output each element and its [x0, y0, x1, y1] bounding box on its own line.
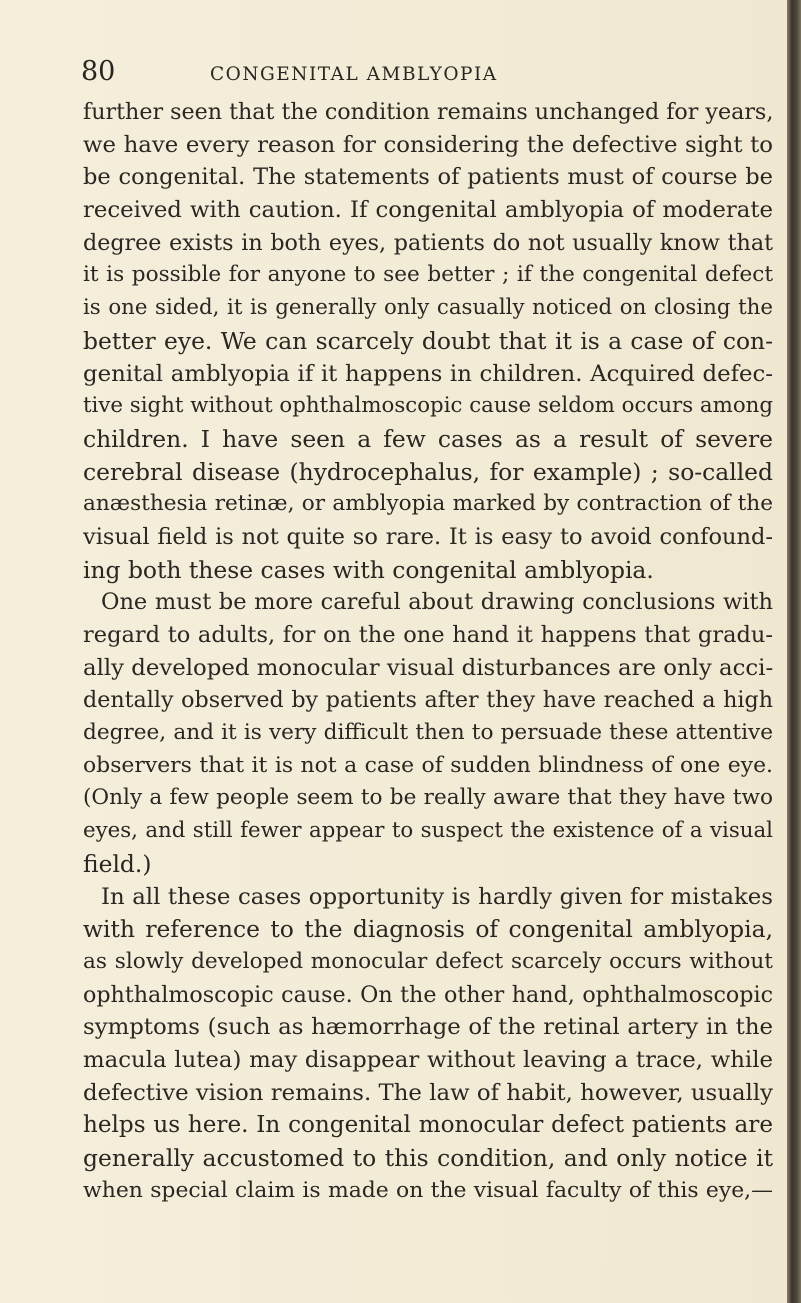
text-line: dentally observed by patients after they have reached a high	[83, 687, 773, 714]
text-line: be congenital. The statements of patients must of course be	[83, 164, 773, 191]
text-line: tive sight without ophthalmoscopic cause seldom occurs among	[83, 393, 773, 419]
text-line: when special claim is made on the visual faculty of this eye,—	[83, 1177, 773, 1203]
text-line: degree exists in both eyes, patients do not usually know that	[83, 229, 773, 256]
text-line: degree, and it is very difficult then to persuade these attentive	[83, 720, 773, 746]
text-line: ophthalmoscopic cause. On the other hand, ophthalmoscopic	[83, 981, 773, 1008]
text-line: visual field is not quite so rare. It is easy to avoid confound-	[83, 523, 773, 550]
text-line: In all these cases opportunity is hardly given for mistakes	[101, 883, 773, 910]
binding-edge	[787, 0, 801, 1303]
text-line: with reference to the diagnosis of congenital amblyopia,	[83, 915, 773, 944]
text-line: regard to adults, for on the one hand it happens that gradu-	[83, 622, 773, 648]
text-line: ing both these cases with congenital amblyopia.	[83, 555, 654, 584]
text-line: is one sided, it is generally only casually noticed on closing the	[83, 295, 773, 321]
text-line: eyes, and still fewer appear to suspect the existence of a visual	[83, 818, 773, 844]
page-number: 80	[81, 56, 116, 87]
text-line: it is possible for anyone to see better ; if the congenital defect	[83, 262, 773, 288]
text-line: received with caution. If congenital amblyopia of moderate	[83, 197, 773, 224]
text-line: helps us here. In congenital monocular defect patients are	[83, 1112, 773, 1139]
text-line: generally accustomed to this condition, and only notice it	[83, 1144, 773, 1172]
text-line: macula lutea) may disappear without leaving a trace, while	[83, 1046, 773, 1073]
running-head: CONGENITAL AMBLYOPIA	[210, 64, 498, 85]
text-line: ally developed monocular visual disturbances are only acci-	[83, 654, 773, 681]
text-line: further seen that the condition remains unchanged for years,	[83, 99, 773, 125]
text-line: defective vision remains. The law of habit, however, usually	[83, 1079, 773, 1106]
text-line: anæsthesia retinæ, or amblyopia marked by contraction of the	[83, 491, 773, 517]
text-line: better eye. We can scarcely doubt that it is a case of con-	[83, 326, 773, 355]
text-line: symptoms (such as hæmorrhage of the retinal artery in the	[83, 1014, 773, 1041]
text-line: One must be more careful about drawing conclusions with	[101, 589, 773, 616]
text-line: children. I have seen a few cases as a result of severe	[83, 424, 773, 453]
text-line: observers that it is not a case of sudden blindness of one eye.	[83, 752, 773, 778]
text-line: genital amblyopia if it happens in children. Acquired defec-	[83, 360, 773, 387]
text-line: field.)	[83, 849, 152, 878]
text-line: as slowly developed monocular defect scarcely occurs without	[83, 948, 773, 974]
body-text	[83, 96, 773, 1207]
text-line: we have every reason for considering the defective sight to	[83, 131, 773, 158]
text-line: cerebral disease (hydrocephalus, for example) ; so-called	[83, 457, 773, 486]
text-line: (Only a few people seem to be really aware that they have two	[83, 785, 773, 811]
